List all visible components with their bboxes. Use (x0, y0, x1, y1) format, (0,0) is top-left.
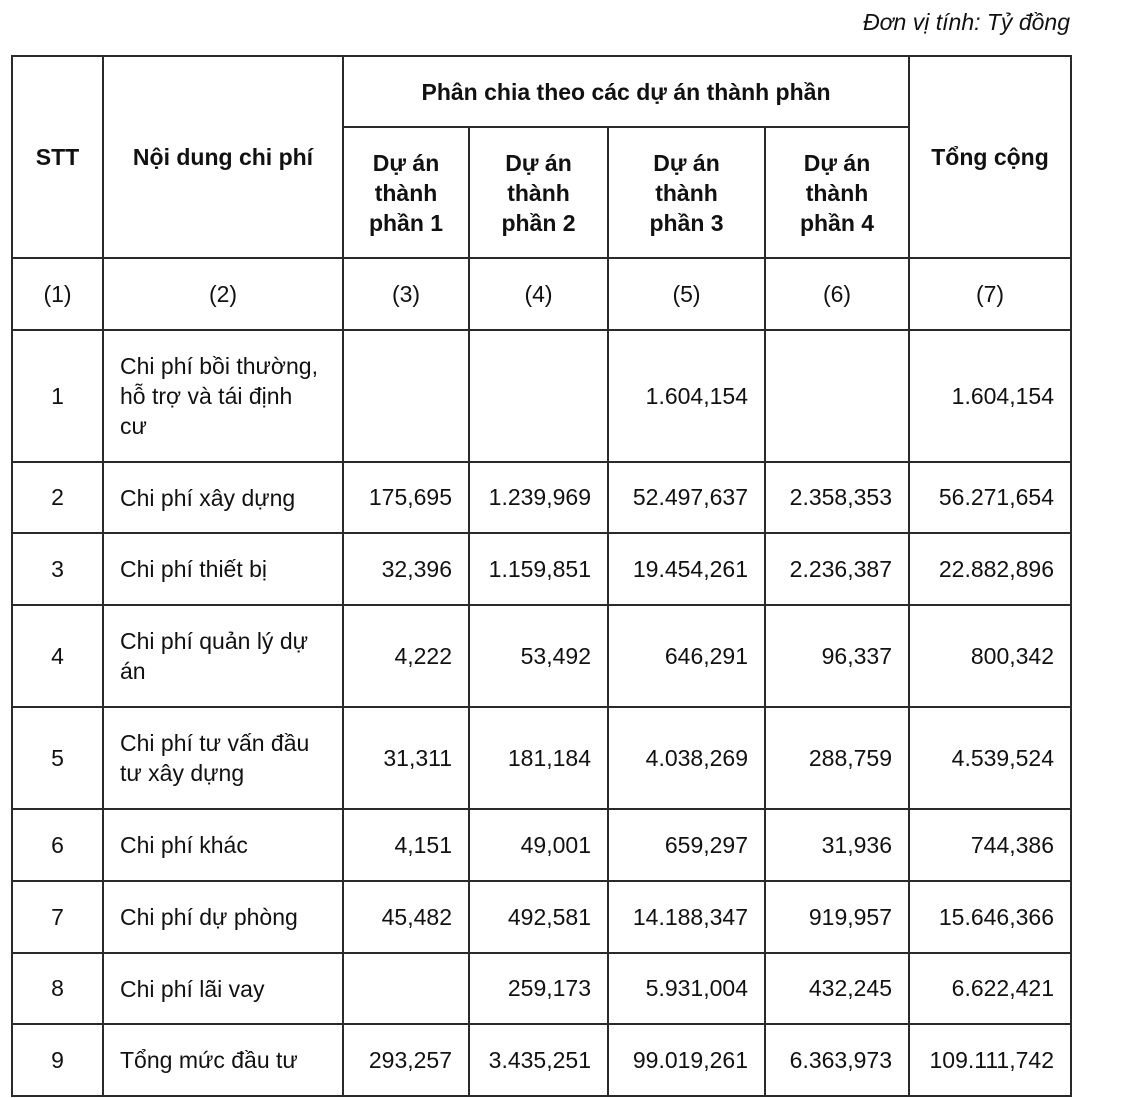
row-stt: 3 (12, 533, 103, 605)
table-row (12, 533, 1071, 605)
row-project-4-value: 2.236,387 (765, 533, 909, 605)
row-content-line: Chi phí khác (120, 832, 248, 858)
row-project-1-value: 31,311 (343, 707, 469, 809)
row-project-1-value: 4,222 (343, 605, 469, 707)
header-row-top (12, 56, 1071, 127)
row-project-3-value: 14.188,347 (608, 881, 765, 953)
row-stt: 5 (12, 707, 103, 809)
row-content-line: Tổng mức đầu tư (120, 1047, 298, 1073)
column-index-cell: (6) (765, 258, 909, 330)
row-content (103, 809, 343, 881)
table-row-total (12, 1024, 1071, 1096)
row-stt: 7 (12, 881, 103, 953)
row-project-2-value: 3.435,251 (469, 1024, 608, 1096)
column-index-cell: (4) (469, 258, 608, 330)
row-stt: 4 (12, 605, 103, 707)
row-project-4-value: 919,957 (765, 881, 909, 953)
table-row (12, 809, 1071, 881)
table-row (12, 462, 1071, 533)
column-index-cell: (5) (608, 258, 765, 330)
table-row (12, 330, 1071, 462)
column-index-row (12, 258, 1071, 330)
row-project-1-value: 175,695 (343, 462, 469, 533)
row-content (103, 1024, 343, 1096)
header-sub-line: Dự án (653, 149, 720, 176)
row-project-2-value: 53,492 (469, 605, 608, 707)
header-sub-line: Dự án (803, 149, 871, 176)
row-project-2-value: 49,001 (469, 809, 608, 881)
table-row (12, 953, 1071, 1024)
row-content (103, 330, 343, 462)
header-sub-project-2 (469, 127, 608, 258)
row-project-3-value: 19.454,261 (608, 533, 765, 605)
row-content (103, 462, 343, 533)
header-sub-project-3 (608, 127, 765, 258)
header-sub-line: Dự án (505, 149, 572, 176)
column-index-cell: (1) (12, 258, 103, 330)
row-project-4-value: 288,759 (765, 707, 909, 809)
row-content-line: Chi phí lãi vay (120, 975, 265, 1002)
row-content-line: Chi phí bồi thường, (120, 353, 318, 379)
column-index-cell: (7) (909, 258, 1071, 330)
row-project-3-value: 1.604,154 (608, 330, 765, 462)
row-content-line: Chi phí quản lý dự (120, 628, 309, 654)
header-sub-line: phần 3 (649, 209, 724, 236)
row-project-2-value: 492,581 (469, 881, 608, 953)
row-content-line: cư (120, 413, 147, 439)
row-content (103, 707, 343, 809)
table-row (12, 707, 1071, 809)
row-total-value: 109.111,742 (909, 1024, 1071, 1096)
unit-note: Đơn vị tính: Tỷ đồng (863, 9, 1070, 35)
row-project-1-value: 45,482 (343, 881, 469, 953)
header-content: Nội dung chi phí (103, 56, 343, 258)
table-row (12, 881, 1071, 953)
header-total: Tổng cộng (909, 56, 1071, 258)
header-sub-line: thành (374, 179, 438, 206)
row-total-value: 1.604,154 (909, 330, 1071, 462)
row-project-4-value: 96,337 (765, 605, 909, 707)
row-content-line: tư xây dựng (120, 760, 245, 786)
row-total-value: 4.539,524 (909, 707, 1071, 809)
row-project-3-value: 646,291 (608, 605, 765, 707)
row-project-3-value: 99.019,261 (608, 1024, 765, 1096)
row-total-value: 22.882,896 (909, 533, 1071, 605)
row-content-line: án (120, 658, 146, 684)
row-project-4-value: 31,936 (765, 809, 909, 881)
row-total-value: 800,342 (909, 605, 1071, 707)
table-row (12, 605, 1071, 707)
row-project-2-value: 1.159,851 (469, 533, 608, 605)
header-sub-line: phần 1 (368, 209, 444, 236)
row-project-2-value: 181,184 (469, 707, 608, 809)
row-project-2-value: 1.239,969 (469, 462, 608, 533)
row-project-3-value: 5.931,004 (608, 953, 765, 1024)
row-stt: 2 (12, 462, 103, 533)
cost-breakdown-table (11, 55, 1072, 1097)
row-content (103, 953, 343, 1024)
row-stt: 1 (12, 330, 103, 462)
header-sub-line: phần 2 (501, 209, 576, 236)
header-sub-line: phần 4 (799, 209, 875, 236)
row-total-value: 15.646,366 (909, 881, 1071, 953)
header-sub-line: thành (805, 179, 869, 206)
row-content (103, 881, 343, 953)
header-group: Phân chia theo các dự án thành phần (343, 56, 909, 127)
row-total-value: 6.622,421 (909, 953, 1071, 1024)
row-content-line: Chi phí xây dựng (120, 484, 296, 511)
header-sub-project-4 (765, 127, 909, 258)
row-project-1-value: 32,396 (343, 533, 469, 605)
row-stt: 8 (12, 953, 103, 1024)
row-project-3-value: 52.497,637 (608, 462, 765, 533)
row-project-3-value: 4.038,269 (608, 707, 765, 809)
row-content-line: Chi phí thiết bị (120, 556, 268, 582)
row-total-value: 56.271,654 (909, 462, 1071, 533)
header-sub-line: thành (507, 179, 570, 206)
column-index-cell: (3) (343, 258, 469, 330)
row-content-line: Chi phí dự phòng (120, 904, 298, 930)
row-content (103, 605, 343, 707)
row-project-2-value (469, 330, 608, 462)
column-index-cell: (2) (103, 258, 343, 330)
header-sub-line: thành (655, 179, 718, 206)
row-content-line: hỗ trợ và tái định (120, 383, 293, 409)
row-total-value: 744,386 (909, 809, 1071, 881)
header-sub-project-1 (343, 127, 469, 258)
row-project-1-value: 293,257 (343, 1024, 469, 1096)
header-sub-line: Dự án (372, 149, 440, 176)
row-stt: 6 (12, 809, 103, 881)
row-content-line: Chi phí tư vấn đầu (120, 730, 310, 756)
row-project-4-value: 6.363,973 (765, 1024, 909, 1096)
row-project-2-value: 259,173 (469, 953, 608, 1024)
row-project-1-value: 4,151 (343, 809, 469, 881)
row-project-1-value (343, 330, 469, 462)
row-project-4-value: 432,245 (765, 953, 909, 1024)
header-stt: STT (12, 56, 103, 258)
row-project-4-value: 2.358,353 (765, 462, 909, 533)
row-content (103, 533, 343, 605)
row-stt: 9 (12, 1024, 103, 1096)
row-project-1-value (343, 953, 469, 1024)
row-project-4-value (765, 330, 909, 462)
row-project-3-value: 659,297 (608, 809, 765, 881)
